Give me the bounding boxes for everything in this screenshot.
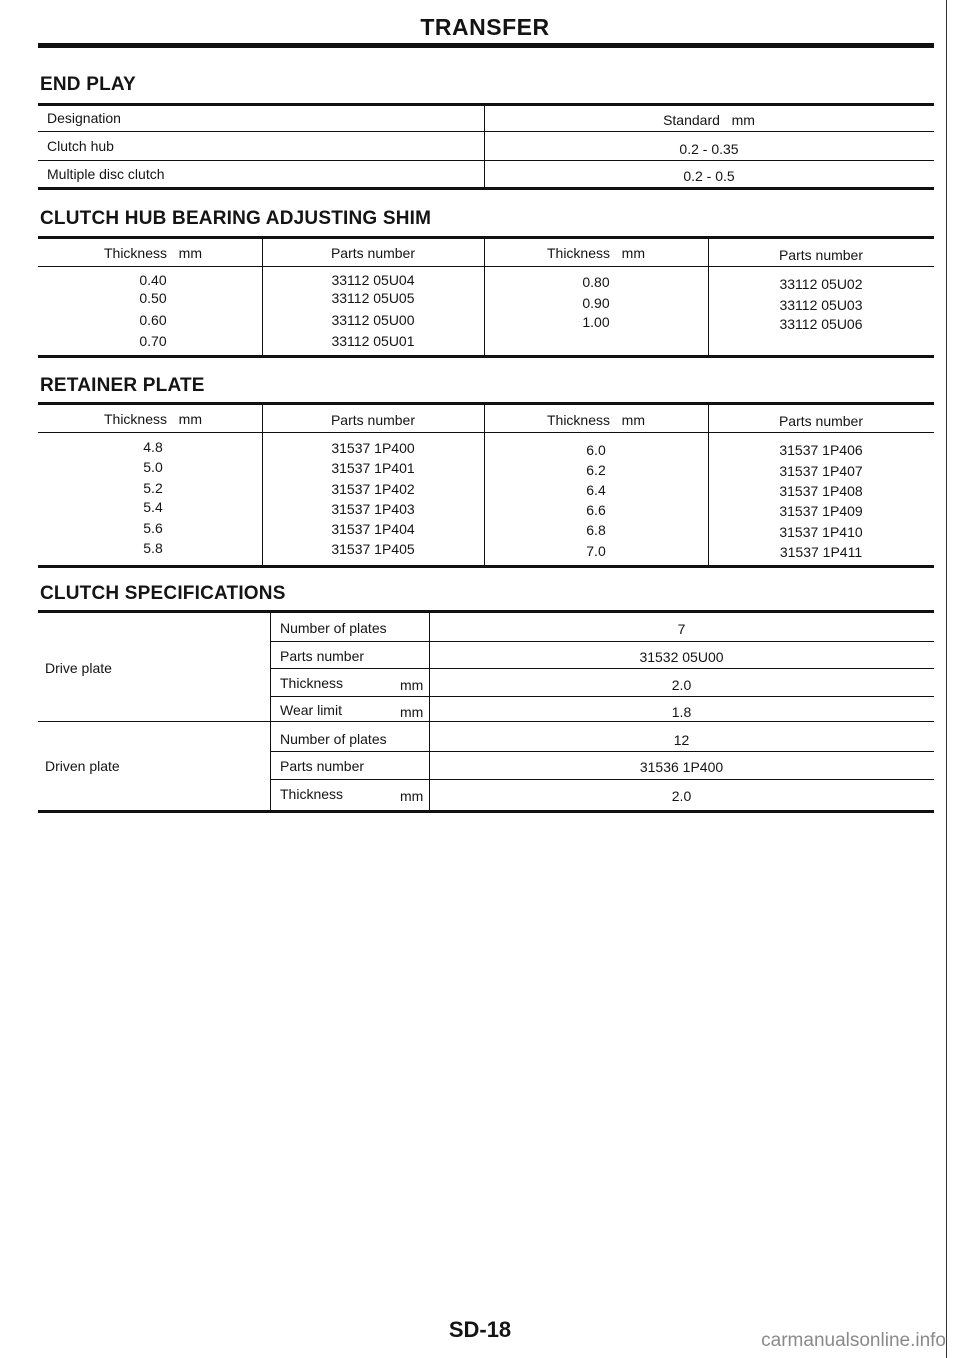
- spec-value: 7: [677, 621, 686, 637]
- retainer-part-number: 31537 1P408: [779, 483, 863, 499]
- shim-part-number: 33112 05U03: [779, 297, 863, 313]
- retainer-part-number: 31537 1P401: [331, 460, 415, 476]
- retainer-header-part: Parts number: [330, 412, 416, 428]
- shim-part-number: 33112 05U04: [331, 272, 415, 288]
- spec-label: Wear limit: [280, 702, 342, 718]
- shim-header-thickness: Thickness mm: [546, 245, 645, 261]
- page-title: TRANSFER: [420, 14, 550, 40]
- end-play-top-rule: [38, 103, 934, 106]
- shim-thickness: 0.70: [139, 333, 167, 349]
- clutch-specs-bottom-rule: [38, 810, 934, 813]
- shim-thickness: 0.90: [582, 295, 610, 311]
- clutch-specs-group-rule: [38, 721, 934, 722]
- retainer-part-number: 31537 1P402: [331, 481, 415, 497]
- retainer-thickness: 5.6: [143, 520, 163, 536]
- page-edge-rule: [946, 0, 947, 1358]
- shim-header-part: Parts number: [778, 247, 864, 263]
- retainer-header-thickness: Thickness mm: [103, 411, 202, 427]
- end-play-row-designation: Multiple disc clutch: [47, 166, 165, 182]
- shim-thickness: 1.00: [582, 314, 610, 330]
- retainer-thickness: 5.0: [143, 459, 163, 475]
- retainer-title: RETAINER PLATE: [40, 375, 205, 396]
- retainer-part-number: 31537 1P409: [779, 503, 863, 519]
- retainer-part-number: 31537 1P411: [779, 544, 863, 560]
- end-play-title: END PLAY: [40, 74, 136, 95]
- clutch-specs-rule: [270, 779, 934, 780]
- shim-part-number: 33112 05U02: [779, 276, 863, 292]
- end-play-header-standard: Standard mm: [663, 112, 755, 128]
- retainer-header-part: Parts number: [778, 413, 864, 429]
- end-play-row-value: 0.2 - 0.35: [679, 141, 739, 157]
- spec-label: Parts number: [280, 758, 365, 774]
- retainer-top-rule: [38, 402, 934, 405]
- shim-top-rule: [38, 236, 934, 239]
- page-number: SD-18: [448, 1317, 512, 1342]
- shim-part-number: 33112 05U05: [331, 290, 415, 306]
- shim-part-number: 33112 05U00: [331, 312, 415, 328]
- clutch-specs-divider: [270, 610, 271, 812]
- retainer-bottom-rule: [38, 565, 934, 568]
- retainer-part-number: 31537 1P406: [779, 442, 863, 458]
- retainer-header-rule: [38, 432, 934, 433]
- retainer-thickness: 7.0: [586, 543, 606, 559]
- clutch-specs-title: CLUTCH SPECIFICATIONS: [40, 583, 286, 604]
- spec-value: 2.0: [671, 788, 692, 804]
- retainer-thickness: 6.0: [586, 442, 606, 458]
- spec-label: Parts number: [280, 648, 365, 664]
- retainer-thickness: 6.6: [586, 502, 606, 518]
- retainer-part-number: 31537 1P403: [331, 501, 415, 517]
- retainer-part-number: 31537 1P407: [779, 463, 863, 479]
- shim-title: CLUTCH HUB BEARING ADJUSTING SHIM: [40, 208, 432, 229]
- shim-header-rule: [38, 266, 934, 267]
- retainer-thickness: 4.8: [143, 439, 163, 455]
- clutch-specs-top-rule: [38, 610, 934, 613]
- spec-unit: mm: [400, 704, 424, 720]
- shim-header-thickness: Thickness mm: [103, 245, 202, 261]
- clutch-specs-rule: [270, 641, 934, 642]
- drive-plate-label: Drive plate: [45, 660, 112, 676]
- end-play-row-value: 0.2 - 0.5: [683, 168, 735, 184]
- retainer-part-number: 31537 1P400: [331, 440, 415, 456]
- driven-plate-label: Driven plate: [45, 758, 120, 774]
- spec-value: 12: [673, 732, 690, 748]
- spec-value: 31536 1P400: [639, 759, 724, 775]
- retainer-thickness: 6.4: [586, 482, 606, 498]
- end-play-header-designation: Designation: [47, 110, 121, 126]
- watermark-text: carmanualsonline.info: [761, 1330, 946, 1351]
- title-rule: [38, 43, 934, 48]
- spec-label: Number of plates: [280, 620, 387, 636]
- clutch-specs-rule: [270, 668, 934, 669]
- shim-thickness: 0.80: [582, 274, 610, 290]
- retainer-thickness: 5.4: [143, 499, 163, 515]
- shim-thickness: 0.50: [139, 290, 167, 306]
- shim-header-part: Parts number: [330, 245, 416, 261]
- end-play-row-designation: Clutch hub: [47, 138, 114, 154]
- shim-part-number: 33112 05U06: [779, 316, 863, 332]
- end-play-bottom-rule: [38, 187, 934, 190]
- retainer-part-number: 31537 1P410: [779, 524, 863, 540]
- clutch-specs-rule: [270, 751, 934, 752]
- spec-value: 2.0: [671, 677, 692, 693]
- spec-unit: mm: [400, 677, 424, 693]
- retainer-thickness: 5.8: [143, 540, 163, 556]
- shim-bottom-rule: [38, 355, 934, 358]
- spec-label: Thickness: [280, 675, 344, 691]
- spec-label: Thickness: [280, 786, 344, 802]
- shim-thickness: 0.60: [139, 312, 167, 328]
- retainer-header-thickness: Thickness mm: [546, 412, 645, 428]
- spec-unit: mm: [400, 788, 424, 804]
- spec-value: 1.8: [671, 704, 692, 720]
- retainer-thickness: 6.8: [586, 522, 606, 538]
- shim-thickness: 0.40: [139, 272, 167, 288]
- spec-label: Number of plates: [280, 731, 387, 747]
- end-play-rule: [38, 160, 934, 161]
- clutch-specs-rule: [270, 696, 934, 697]
- spec-value: 31532 05U00: [639, 649, 724, 665]
- retainer-thickness: 6.2: [586, 462, 606, 478]
- end-play-rule: [38, 131, 934, 132]
- retainer-part-number: 31537 1P405: [331, 541, 415, 557]
- retainer-part-number: 31537 1P404: [331, 521, 415, 537]
- retainer-thickness: 5.2: [143, 480, 163, 496]
- shim-part-number: 33112 05U01: [331, 333, 415, 349]
